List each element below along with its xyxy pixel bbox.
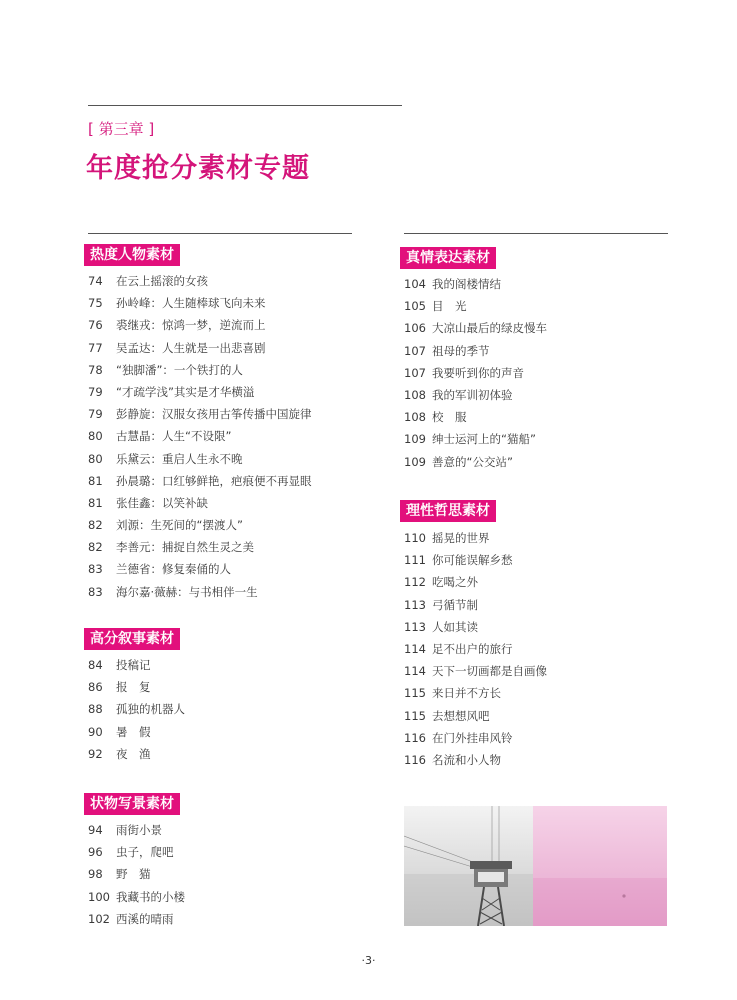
toc-page-number: 96 (88, 845, 103, 860)
toc-entry (88, 403, 312, 425)
toc-entry (404, 406, 547, 428)
toc-entry (88, 721, 185, 743)
toc-page-number: 77 (88, 340, 103, 355)
toc-entry-title: 报 复 (116, 680, 151, 695)
cable-car-photo (404, 806, 667, 926)
toc-page-number: 109 (404, 454, 426, 469)
toc-entry-title: 大凉山最后的绿皮慢车 (432, 321, 547, 336)
toc-entry-title: 目 光 (432, 299, 467, 314)
toc-entry-title: 在门外挂串风铃 (432, 730, 513, 745)
toc-entry (88, 425, 312, 447)
toc-entry-title: 虫子，爬吧 (116, 845, 174, 860)
toc-entry (404, 273, 547, 295)
toc-entry (88, 448, 312, 470)
section-heading-narrative: 高分叙事素材 (84, 628, 180, 650)
toc-page-number: 104 (404, 277, 426, 291)
toc-page-number: 94 (88, 823, 103, 837)
toc-entry (404, 616, 547, 638)
toc-page-number: 114 (404, 664, 426, 679)
toc-page-number: 84 (88, 658, 103, 672)
toc-page-number: 80 (88, 429, 103, 444)
toc-entry-title: 刘源：生死间的“摆渡人” (116, 518, 243, 533)
toc-page-number: 83 (88, 562, 103, 577)
toc-page-number: 106 (404, 321, 426, 336)
chapter-label: [ 第三章 ] (88, 120, 155, 138)
toc-page-number: 111 (404, 553, 426, 568)
right-column-rule (404, 233, 668, 234)
toc-entry (88, 359, 312, 381)
toc-page-number: 80 (88, 451, 103, 466)
toc-page-number: 112 (404, 575, 426, 590)
toc-entry-title: 暑 假 (116, 724, 151, 739)
toc-entry-title: 雨街小景 (116, 823, 162, 837)
toc-page-number: 105 (404, 299, 426, 314)
toc-page-number: 88 (88, 702, 103, 717)
toc-entry-title: 孙岭峰：人生随棒球飞向未来 (116, 296, 266, 311)
toc-entry (404, 638, 547, 660)
toc-entry-title: 摇晃的世界 (432, 531, 490, 545)
toc-entry (88, 886, 185, 908)
toc-page-number: 113 (404, 619, 426, 634)
toc-entry-title: 彭静旋：汉服女孩用古筝传播中国旋律 (116, 407, 312, 422)
toc-entry (88, 270, 312, 292)
toc-page-number: 109 (404, 432, 426, 447)
toc-entry-title: 野 猫 (116, 867, 151, 882)
toc-list-description (88, 819, 185, 930)
toc-page-number: 114 (404, 641, 426, 656)
toc-page-number: 102 (88, 911, 110, 926)
toc-page-number: 83 (88, 584, 103, 599)
toc-entry (404, 317, 547, 339)
toc-entry (88, 863, 185, 885)
toc-entry-title: 善意的“公交站” (432, 454, 513, 469)
toc-entry (88, 337, 312, 359)
toc-entry (404, 727, 547, 749)
toc-page-number: 107 (404, 365, 426, 380)
toc-entry-title: 张佳鑫：以笑补缺 (116, 495, 208, 510)
toc-entry-title: 人如其读 (432, 619, 478, 634)
toc-entry-title: 兰德省：修复秦俑的人 (116, 562, 231, 577)
toc-entry-title: 海尔嘉·薇赫：与书相伴一生 (116, 584, 258, 599)
toc-entry (404, 682, 547, 704)
toc-list-hot-people (88, 270, 312, 603)
toc-entry-title: 古慧晶：人生“不设限” (116, 429, 232, 444)
toc-entry-title: 天下一切画都是自画像 (432, 664, 547, 679)
toc-entry-title: 校 服 (432, 410, 467, 425)
toc-entry (88, 819, 185, 841)
toc-entry (404, 340, 547, 362)
page-number: ·3· (361, 954, 376, 967)
toc-entry (88, 558, 312, 580)
toc-page-number: 108 (404, 387, 426, 402)
toc-entry (404, 384, 547, 406)
toc-page-number: 115 (404, 708, 426, 723)
toc-entry-title: 你可能误解乡愁 (432, 553, 513, 568)
toc-entry (88, 654, 185, 676)
toc-page-number: 92 (88, 746, 103, 761)
section-heading-philosophy: 理性哲思素材 (400, 500, 496, 522)
toc-entry-title: 孙晨璐：口红够鲜艳，疤痕便不再显眼 (116, 473, 312, 488)
toc-page-number: 75 (88, 296, 103, 311)
toc-entry-title: 西溪的晴雨 (116, 911, 174, 926)
toc-entry (88, 676, 185, 698)
left-column-rule (88, 233, 352, 234)
chapter-title: 年度抢分素材专题 (86, 153, 310, 184)
toc-page-number: 113 (404, 597, 426, 612)
toc-entry-title: “独脚潘”：一个铁打的人 (116, 362, 243, 377)
toc-entry (404, 660, 547, 682)
toc-entry (88, 314, 312, 336)
toc-entry (88, 470, 312, 492)
chapter-top-rule (88, 105, 402, 106)
toc-entry (404, 549, 547, 571)
toc-page-number: 78 (88, 362, 103, 377)
toc-entry (404, 362, 547, 384)
toc-entry (88, 743, 185, 765)
toc-page-number: 110 (404, 531, 426, 545)
toc-page-number: 116 (404, 752, 426, 767)
toc-page-number: 115 (404, 686, 426, 701)
toc-entry (404, 295, 547, 317)
toc-entry (404, 451, 547, 473)
toc-entry-title: 乐黛云：重启人生永不晚 (116, 451, 243, 466)
toc-page-number: 90 (88, 724, 103, 739)
toc-list-narrative (88, 654, 185, 765)
toc-page-number: 79 (88, 407, 103, 422)
toc-page-number: 107 (404, 343, 426, 358)
toc-entry (404, 749, 547, 771)
toc-entry-title: 绅士运河上的“猫船” (432, 432, 536, 447)
toc-page-number: 116 (404, 730, 426, 745)
toc-entry (404, 705, 547, 727)
toc-page-number: 100 (88, 889, 110, 904)
toc-entry (88, 381, 312, 403)
toc-entry-title: 吃喝之外 (432, 575, 478, 590)
toc-entry (88, 698, 185, 720)
toc-page-number: 82 (88, 518, 103, 533)
toc-entry-title: 名流和小人物 (432, 752, 501, 767)
toc-page-number: 81 (88, 473, 103, 488)
toc-entry (88, 492, 312, 514)
section-heading-hot-people: 热度人物素材 (84, 244, 180, 266)
toc-entry-title: 来日并不方长 (432, 686, 501, 701)
toc-entry (88, 292, 312, 314)
toc-page-number: 81 (88, 495, 103, 510)
toc-page-number: 108 (404, 410, 426, 425)
toc-entry-title: 去想想风吧 (432, 708, 490, 723)
toc-entry-title: 李善元：捕捉自然生灵之美 (116, 540, 254, 555)
toc-entry-title: 我的阁楼情结 (432, 277, 501, 291)
toc-page-number: 76 (88, 318, 103, 333)
toc-entry-title: 夜 渔 (116, 746, 151, 761)
toc-entry (88, 514, 312, 536)
toc-page-number: 86 (88, 680, 103, 695)
toc-entry (88, 536, 312, 558)
toc-entry-title: 孤独的机器人 (116, 702, 185, 717)
toc-entry (404, 527, 547, 549)
toc-entry (404, 594, 547, 616)
toc-list-philosophy (404, 527, 547, 771)
toc-entry (88, 581, 312, 603)
toc-entry-title: 裘继戎：惊鸿一梦，逆流而上 (116, 318, 266, 333)
toc-entry (404, 571, 547, 593)
toc-entry-title: 在云上摇滚的女孩 (116, 274, 208, 288)
toc-page-number: 74 (88, 274, 103, 288)
toc-entry-title: 弓循节制 (432, 597, 478, 612)
toc-entry (404, 428, 547, 450)
toc-page-number: 79 (88, 384, 103, 399)
toc-entry-title: 我要听到你的声音 (432, 365, 524, 380)
toc-page-number: 82 (88, 540, 103, 555)
toc-entry-title: 投稿记 (116, 658, 151, 672)
toc-entry-title: 祖母的季节 (432, 343, 490, 358)
toc-entry-title: 吴孟达：人生就是一出悲喜剧 (116, 340, 266, 355)
toc-list-emotion (404, 273, 547, 473)
section-heading-description: 状物写景素材 (84, 793, 180, 815)
toc-page-number: 98 (88, 867, 103, 882)
toc-entry (88, 841, 185, 863)
toc-entry (88, 908, 185, 930)
toc-entry-title: 我藏书的小楼 (116, 889, 185, 904)
toc-entry-title: “才疏学浅”其实是才华横溢 (116, 384, 255, 399)
toc-entry-title: 足不出户的旅行 (432, 641, 513, 656)
toc-entry-title: 我的军训初体验 (432, 387, 513, 402)
section-heading-emotion: 真情表达素材 (400, 247, 496, 269)
